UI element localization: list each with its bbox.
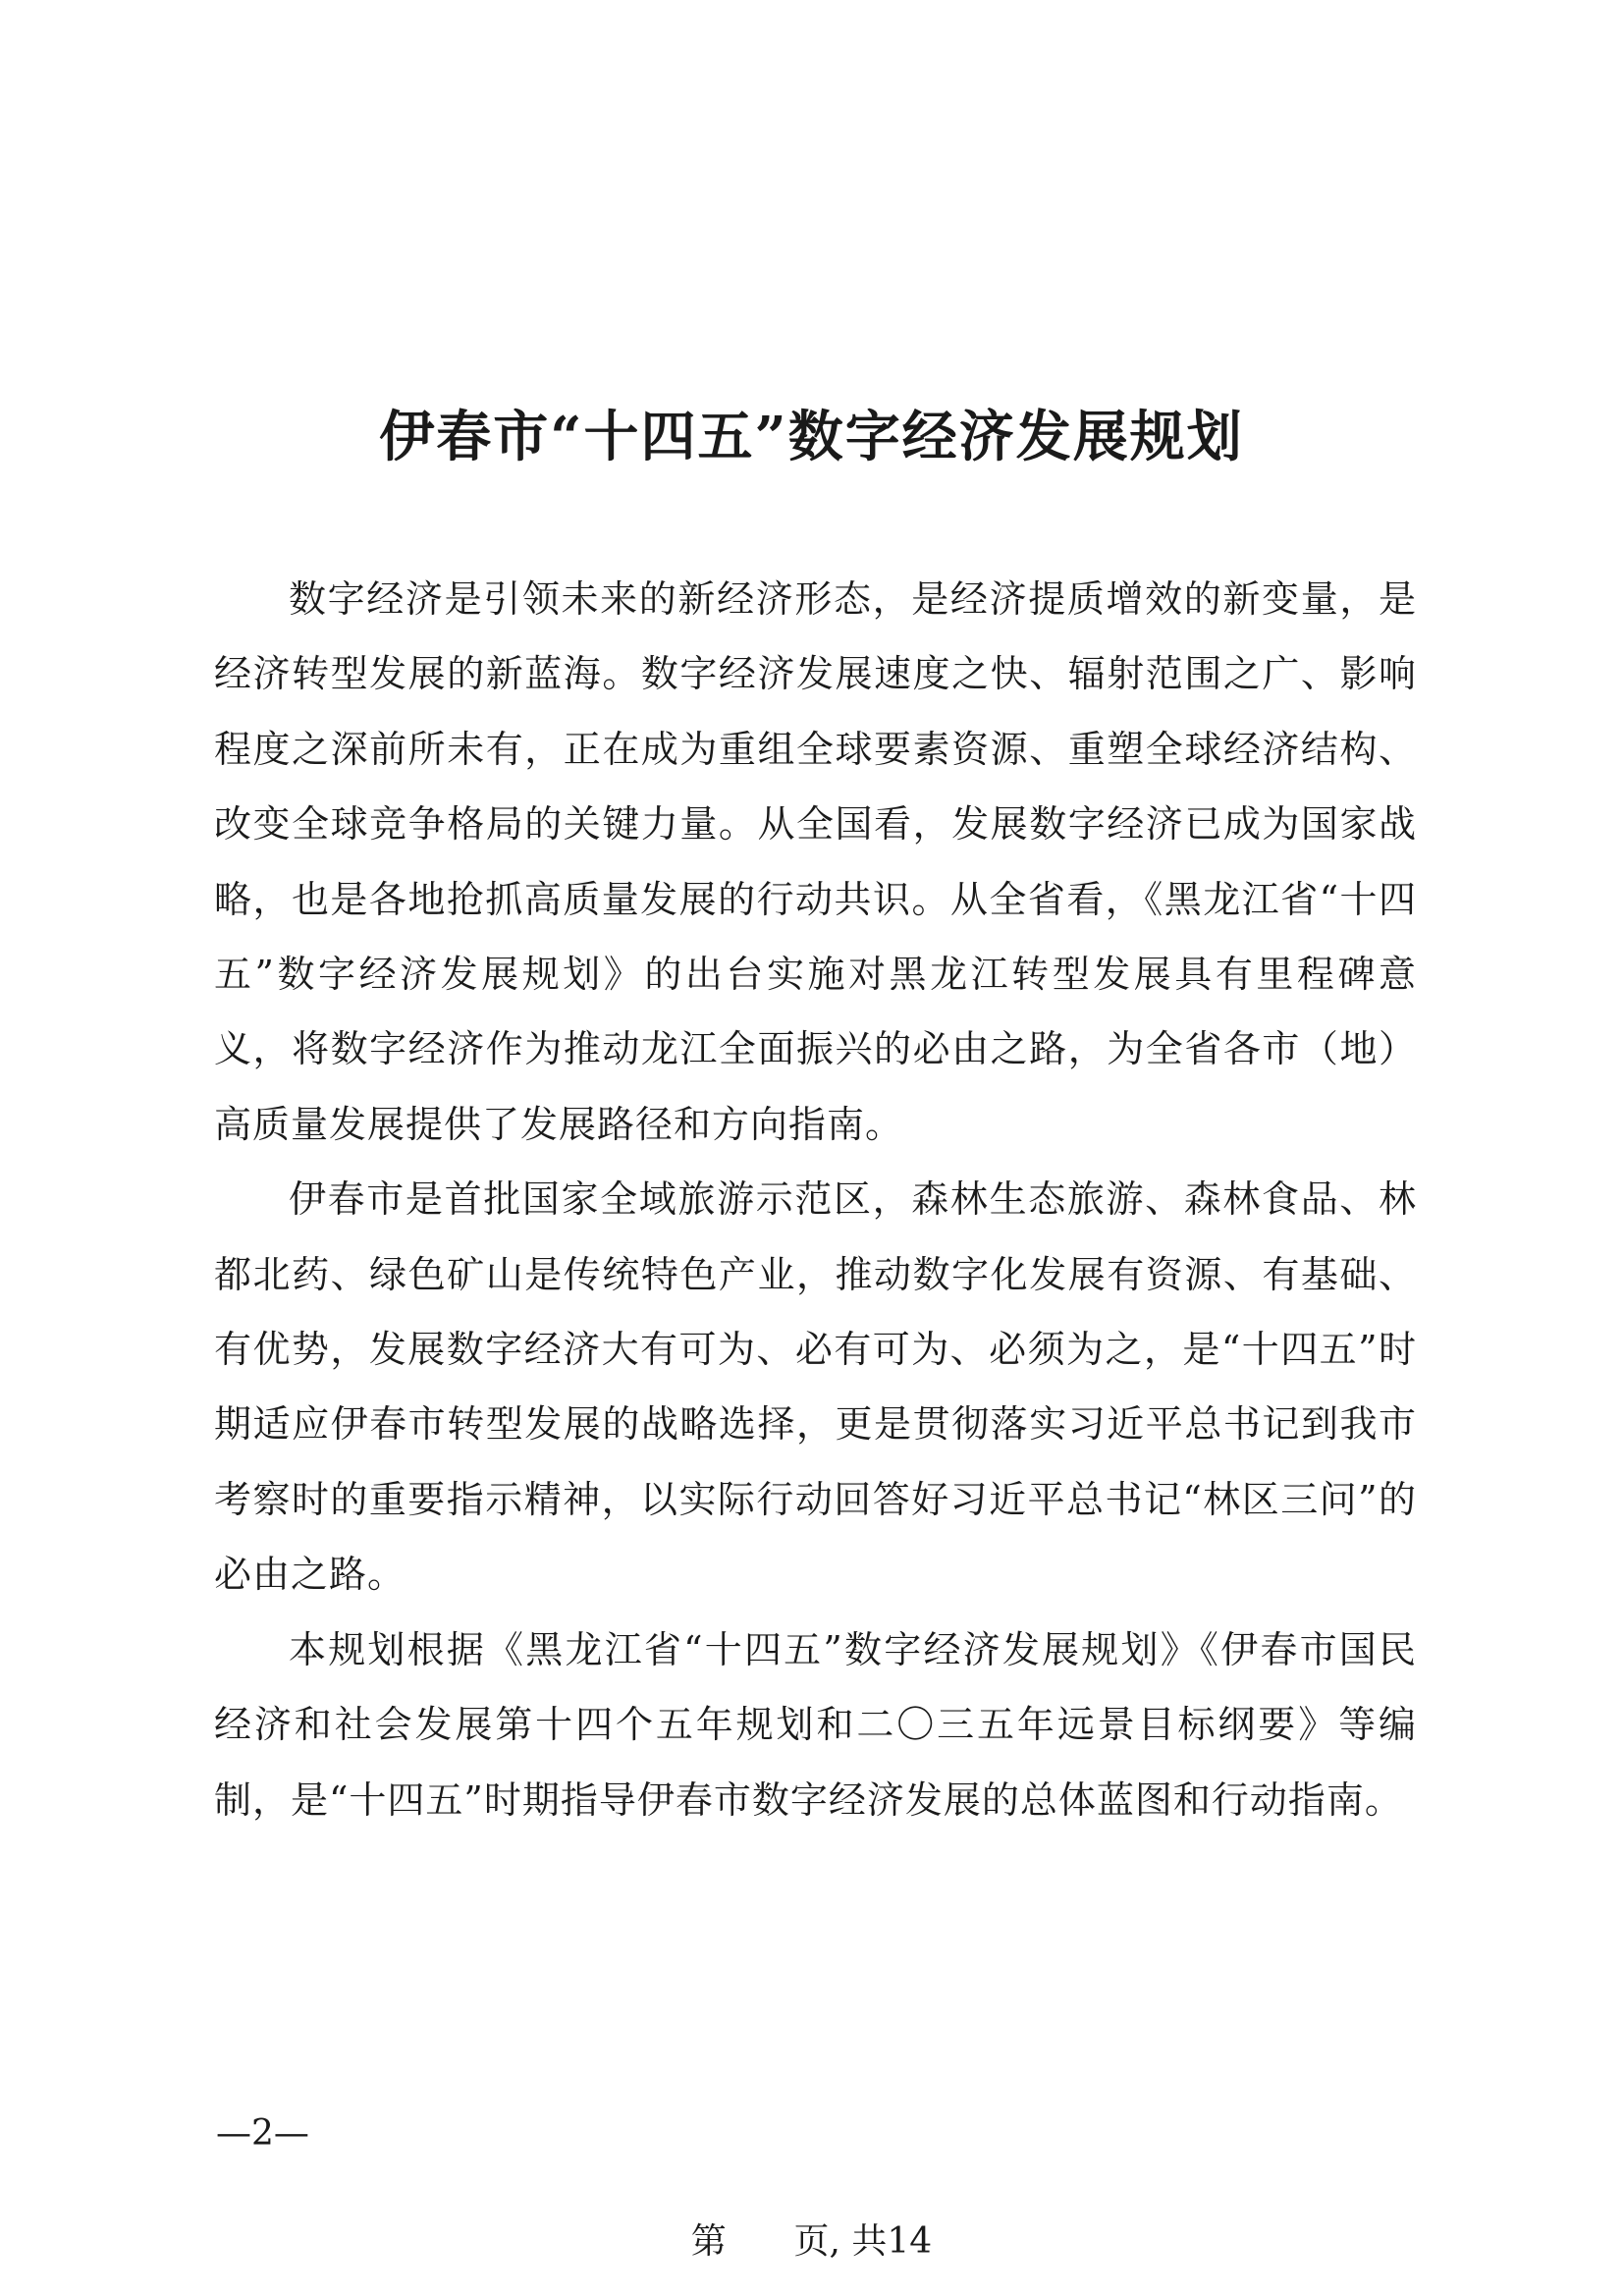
footer-total: 共14 [851,2221,933,2262]
page-number-marker: —2— [216,2113,309,2154]
document-title: 伊春市“十四五”数字经济发展规划 [379,405,1244,469]
paragraph-1: 数字经济是引领未来的新经济形态，是经济提质增效的新变量，是经济转型发展的新蓝海。数字经济发展速度之快、辐射范围之广、影响程度之深前所未有，正在成为重组全球要素资源、重塑全球经济结构、改变全球竞争格局的关键力量。从全国看，发展数字经济已成为国家战略，也是各地抢抓高质量发展的行动共识。从全省看，《黑龙江省“十四五”数字经济发展规划》的出台实施对黑龙江转型发展具有里程碑意义，将数字经济作为推动龙江全面振兴的必由之路，为全省各市（地）高质量发展提供了发展路径和方向指南。 [214,577,1417,1146]
paragraph-2: 伊春市是首批国家全域旅游示范区，森林生态旅游、森林食品、林都北药、绿色矿山是传统特色产业，推动数字化发展有资源、有基础、有优势，发展数字经济大有可为、必有可为、必须为之，是“十四五”时期适应伊春市转型发展的战略选择，更是贯彻落实习近平总书记到我市考察时的重要指示精神，以实际行动回答好习近平总书记“林区三问”的必由之路。 [214,1177,1417,1597]
paragraph-3: 本规划根据《黑龙江省“十四五”数字经济发展规划》《伊春市国民经济和社会发展第十四个五年规划和二〇三五年远景目标纲要》等编制，是“十四五”时期指导伊春市数字经济发展的总体蓝图和行动指南。 [214,1627,1417,1822]
footer-middle: 页, [793,2221,840,2262]
footer-prefix: 第 [690,2221,727,2262]
page-footer [0,2217,1623,2267]
document-body [214,562,1417,1837]
